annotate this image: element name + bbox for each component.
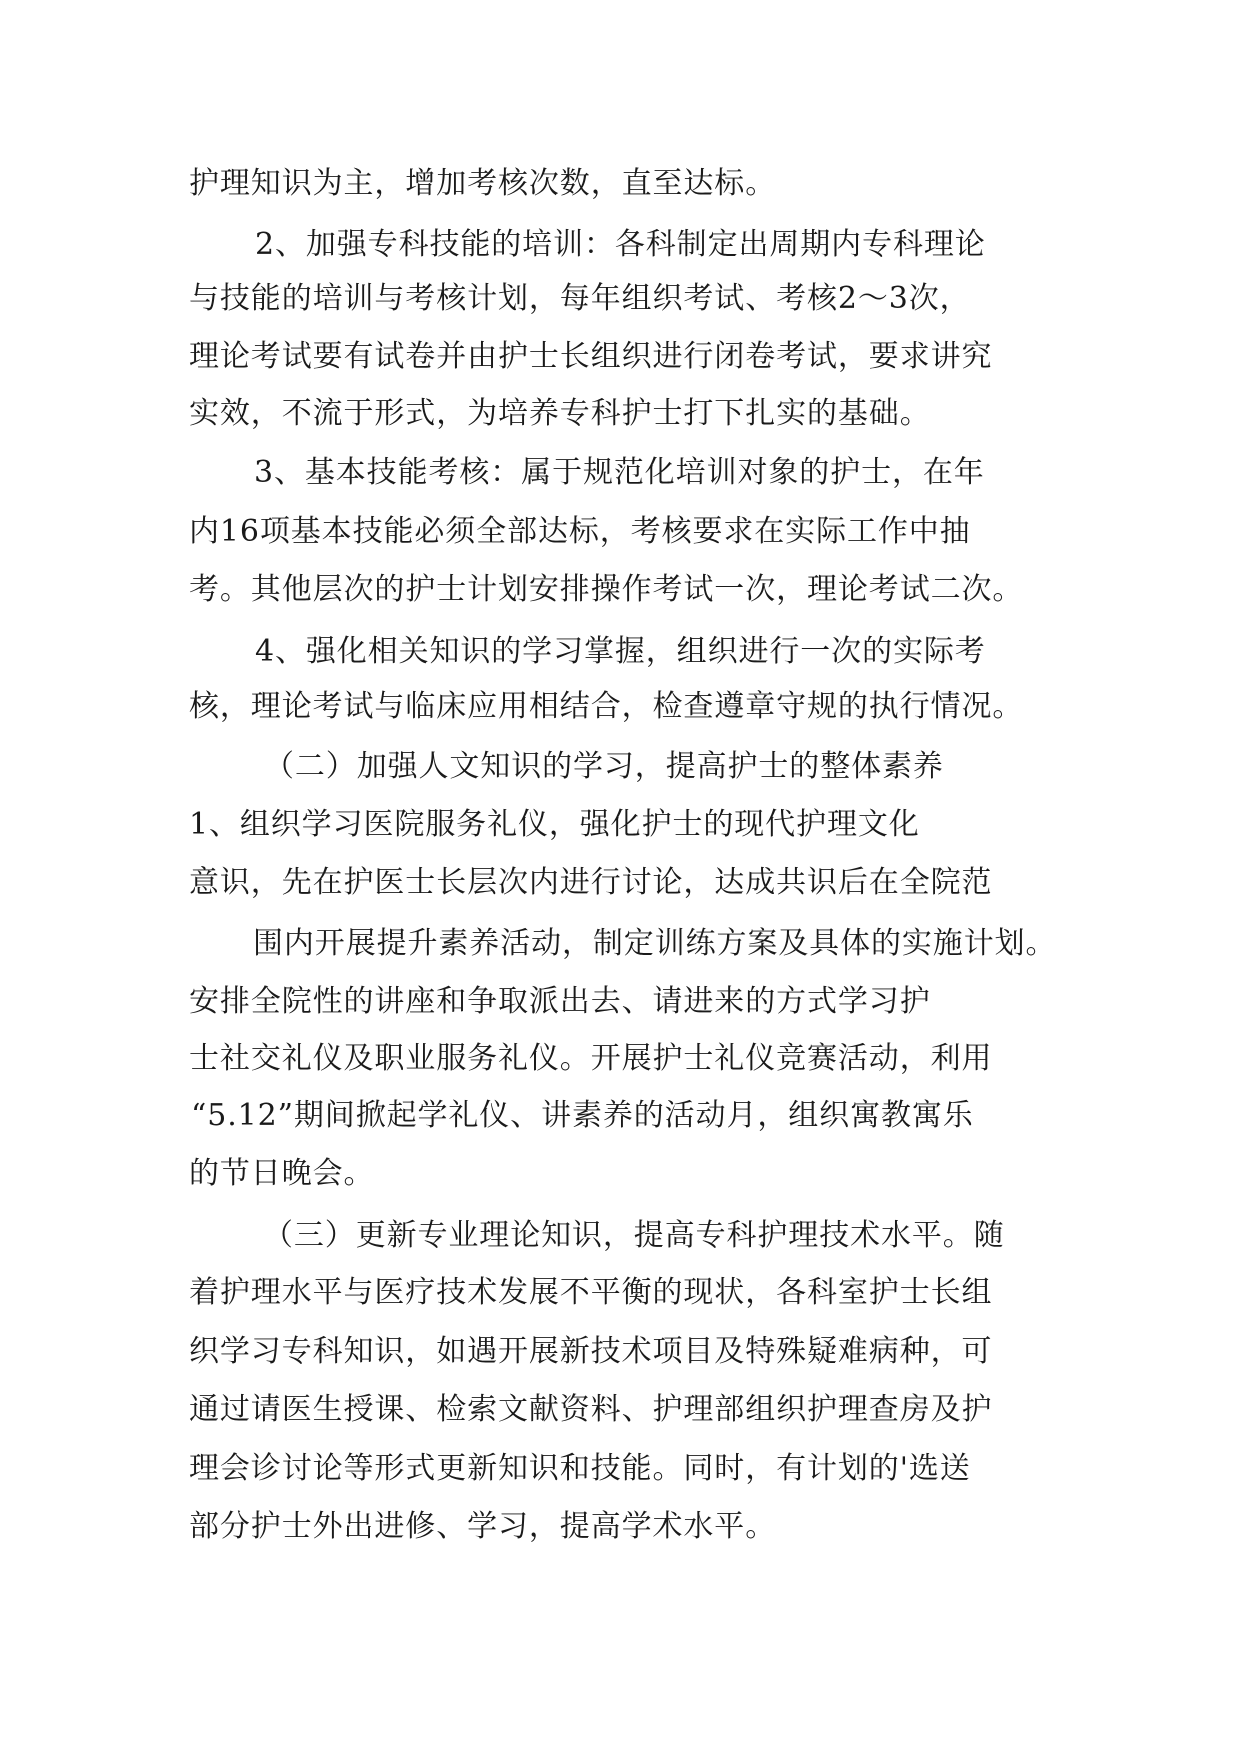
text-line: 考。其他层次的护士计划安排操作考试一次，理论考试二次。 [189, 572, 1024, 607]
text-line: 实效，不流于形式，为培养专科护士打下扎实的基础。 [189, 396, 931, 431]
text-line: 与技能的培训与考核计划，每年组织考试、考核2～3次， [189, 281, 971, 316]
text-line: 着护理水平与医疗技术发展不平衡的现状，各科室护士长组 [189, 1275, 993, 1310]
text-line: 通过请医生授课、检索文献资料、护理部组织护理查房及护 [189, 1392, 993, 1427]
text-line: 围内开展提升素养活动，制定训练方案及具体的实施计划。 [253, 926, 1057, 961]
text-line: 部分护士外出进修、学习，提高学术水平。 [189, 1509, 777, 1544]
text-line: 意识，先在护医士长层次内进行讨论，达成共识后在全院范 [189, 865, 993, 900]
text-line: 护理知识为主，增加考核次数，直至达标。 [189, 166, 777, 201]
text-line: 理会诊讨论等形式更新知识和技能。同时，有计划的'选送 [189, 1451, 971, 1486]
text-line: 3、基本技能考核：属于规范化培训对象的护士，在年 [254, 455, 985, 490]
text-line: 理论考试要有试卷并由护士长组织进行闭卷考试，要求讲究 [189, 339, 993, 374]
text-line: “5.12”期间掀起学礼仪、讲素养的活动月，组织寓教寓乐 [191, 1098, 974, 1133]
text-line: 内16项基本技能必须全部达标，考核要求在实际工作中抽 [189, 514, 971, 549]
text-line: 士社交礼仪及职业服务礼仪。开展护士礼仪竞赛活动，利用 [189, 1041, 993, 1076]
text-line: 织学习专科知识，如遇开展新技术项目及特殊疑难病种，可 [189, 1334, 993, 1369]
text-line: 安排全院性的讲座和争取派出去、请进来的方式学习护 [189, 984, 931, 1019]
text-line: 2、加强专科技能的培训：各科制定出周期内专科理论 [255, 227, 986, 262]
section-heading: （二）加强人文知识的学习，提高护士的整体素养 [264, 749, 944, 784]
text-line: 1、组织学习医院服务礼仪，强化护士的现代护理文化 [189, 807, 920, 842]
section-heading: （三）更新专业理论知识，提高专科护理技术水平。随 [263, 1218, 1005, 1253]
text-line: 4、强化相关知识的学习掌握，组织进行一次的实际考 [255, 634, 986, 669]
text-line: 的节日晚会。 [189, 1156, 375, 1191]
text-line: 核，理论考试与临床应用相结合，检查遵章守规的执行情况。 [189, 689, 1024, 724]
